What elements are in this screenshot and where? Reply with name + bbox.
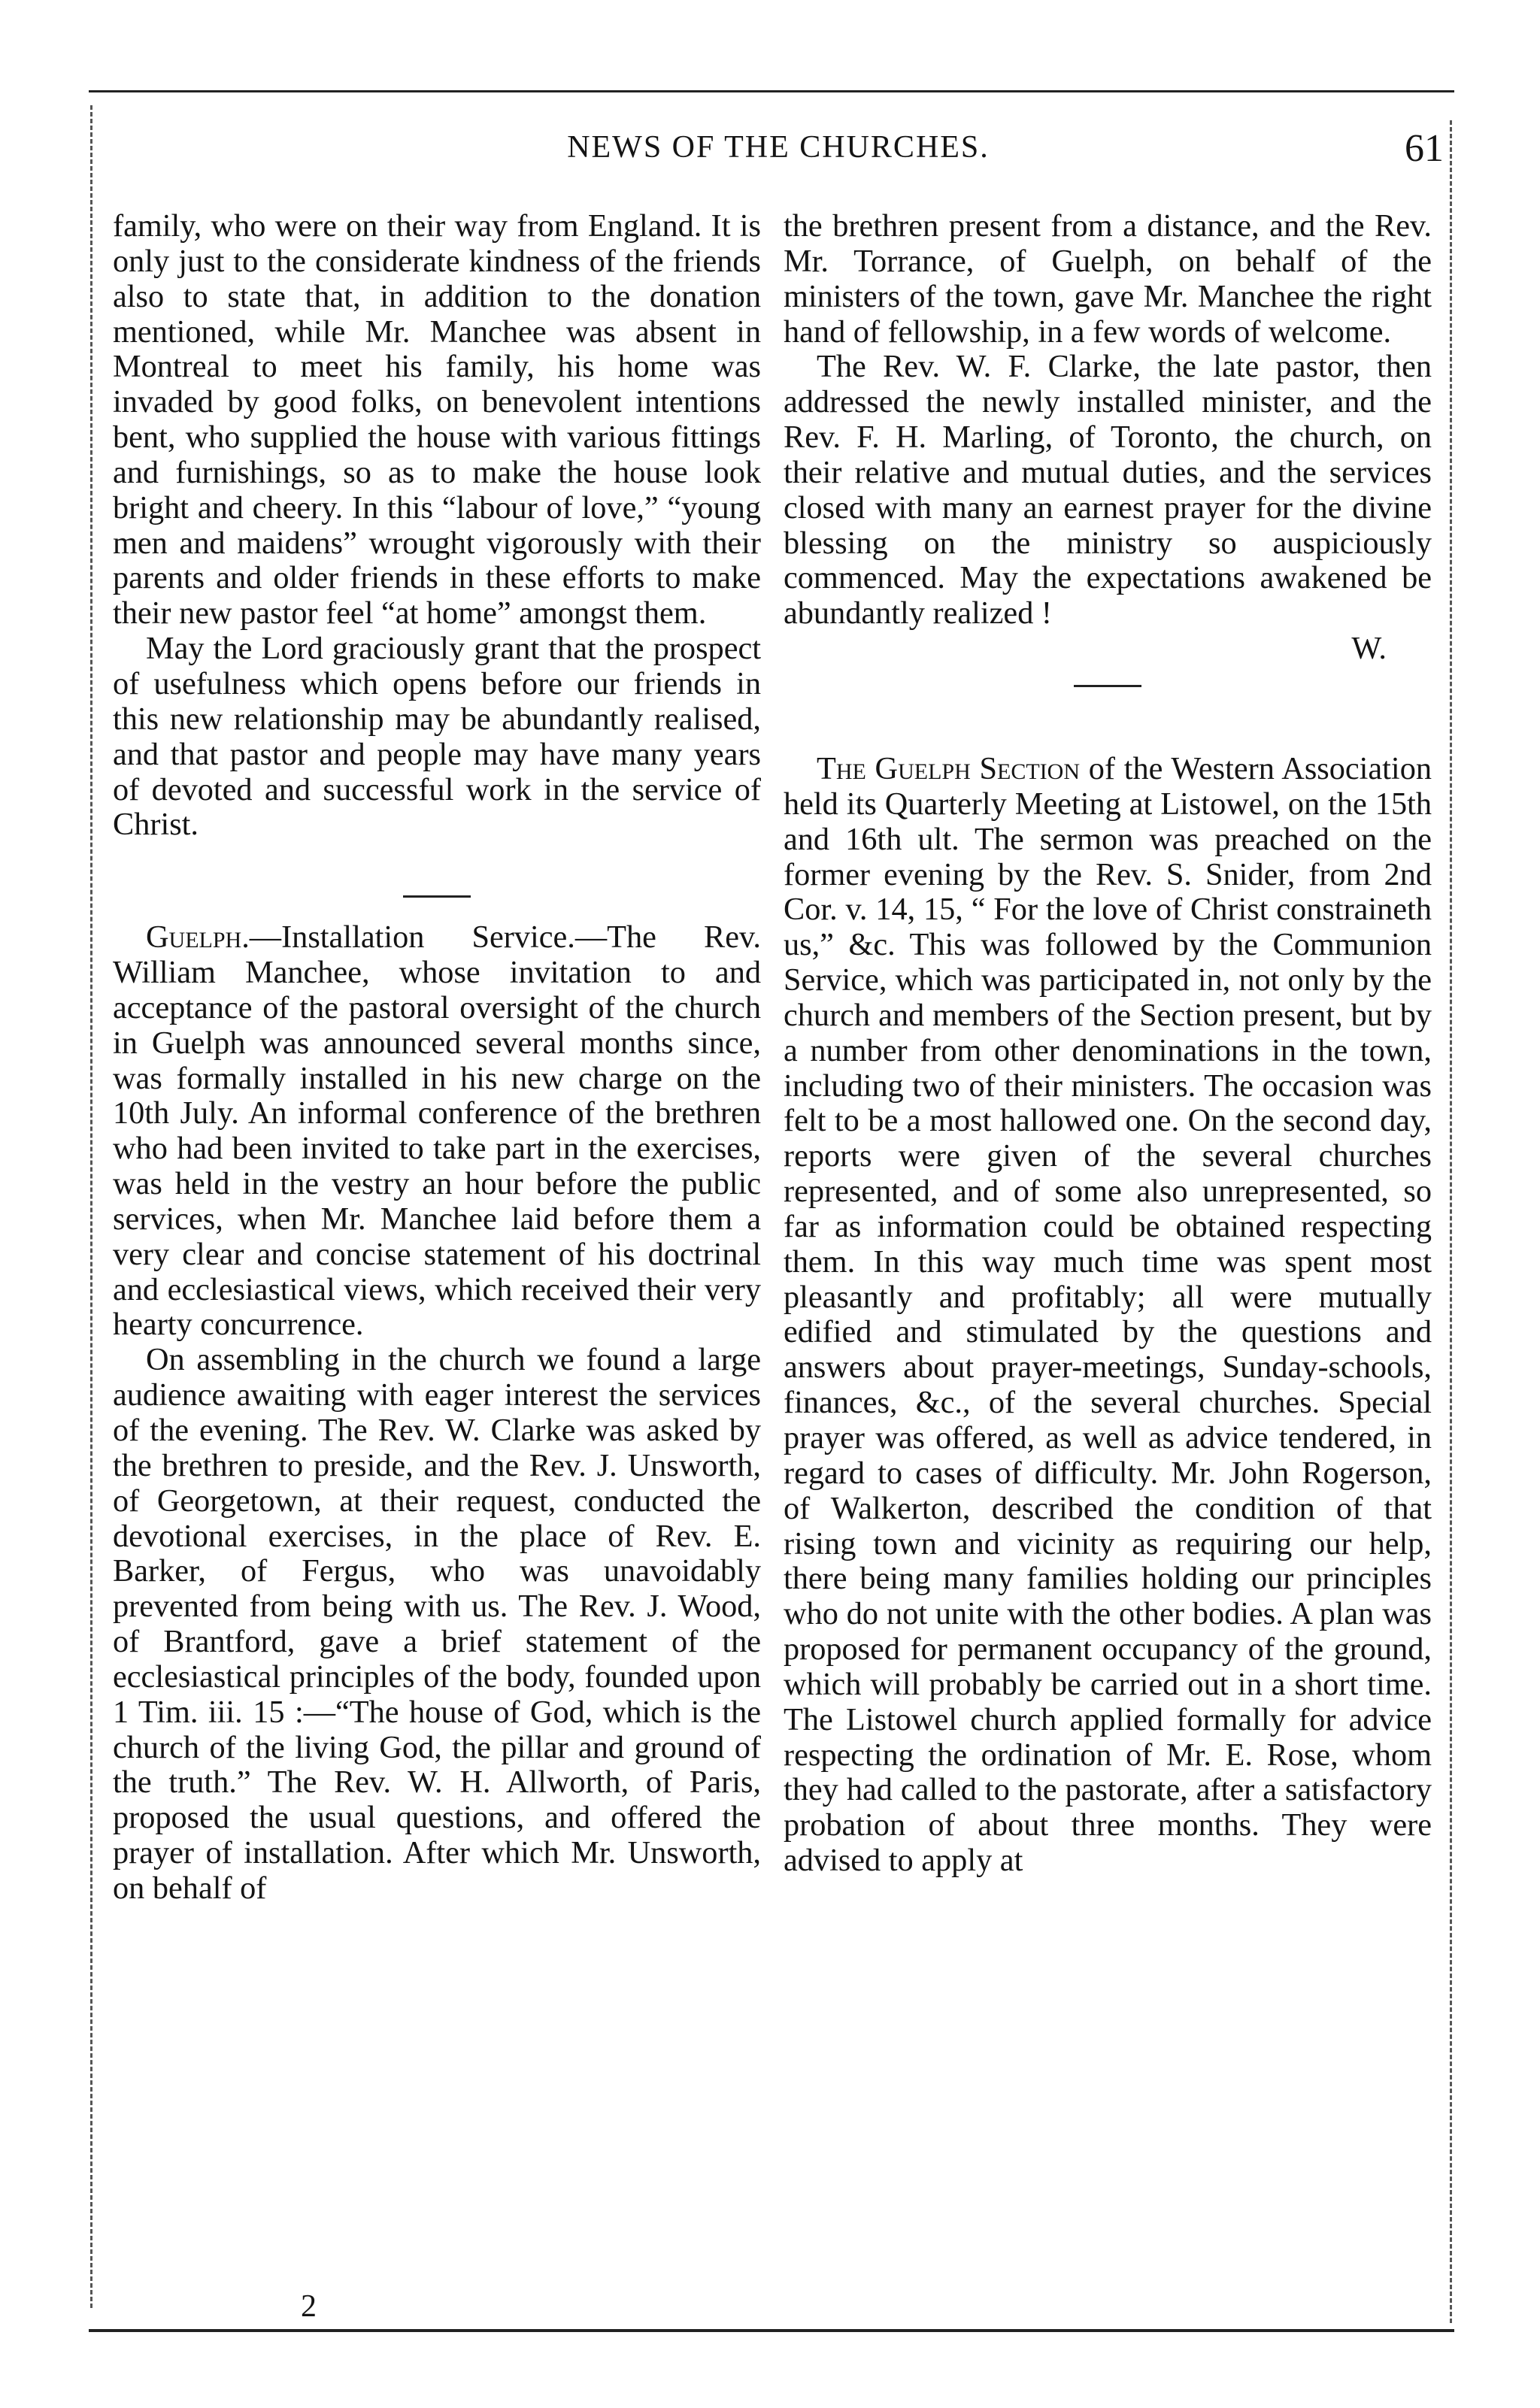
running-head: NEWS OF THE CHURCHES. xyxy=(567,130,990,165)
paragraph: On assembling in the church we found a large audience awaiting with eager interest the services of the evening. The Rev. W. Clarke was asked by the brethren to preside, and the Rev. J. Unsworth, of Georgetown, at their request, conducted the devotional exercises, in the place of Rev. E. Barker, of Fergus, who was unavoidably prevented from being with us. The Rev. J. Wood, of Brantford, gave a brief statement of the ecclesiastical principles of the body, founded upon 1 Tim. iii. 15 :—“The house of God, which is the church of the living God, the pillar and ground of the truth.” The Rev. W. H. Allworth, of Paris, proposed the usual questions, and offered the prayer of installation. After which Mr. Unsworth, on behalf of xyxy=(113,1342,761,1906)
article-paragraph xyxy=(113,920,761,1343)
right-column xyxy=(784,209,1432,1879)
bottom-rule xyxy=(89,2329,1454,2332)
signature-mark: 2 xyxy=(301,2289,317,2324)
paragraph: family, who were on their way from England. It is only just to the considerate kindness of the friends also to state that, in addition to the donation mentioned, while Mr. Manchee was absent in Montreal to meet his family, his home was invaded by good folks, on benevolent intentions bent, who supplied the house with various fittings and furnishings, so as to make the house look bright and cheery. In this “labour of love,” “young men and maidens” wrought vigorously with their parents and older friends in these efforts to make their new pastor feel “at home” amongst them. xyxy=(113,208,761,632)
article-text: —Installation Service.—The Rev. William Manchee, whose invitation to and acceptance of the pastoral oversight of the church in Guelph was announced several months since, was formally installed in his new charge on the 10th July. An informal conference of the brethren who had been invited to take part in the exercises, was held in the vestry an hour before the public services, when Mr. Manchee laid before them a very clear and concise statement of his doctrinal and ecclesiastical views, which received their very hearty concurrence. xyxy=(113,919,761,1343)
paragraph: the brethren present from a distance, and the Rev. Mr. Torrance, of Guelph, on behalf of the ministers of the town, gave Mr. Manchee the right hand of fellowship, in a few words of welcome. xyxy=(784,208,1432,350)
paragraph: The Rev. W. F. Clarke, the late pastor, then addressed the newly installed minister, and the Rev. F. H. Marling, of Toronto, the church, on their relative and mutual duties, and the services closed with many an earnest prayer for the divine blessing on the ministry so auspiciously commenced. May the expectations awakened be abundantly realized ! xyxy=(784,349,1432,632)
article-heading: The Guelph Section xyxy=(817,750,1081,786)
paragraph: May the Lord graciously grant that the prospect of usefulness which opens before our friends in this new relationship may be abundantly realised, and that pastor and people may have many years of devoted and successful work in the service of Christ. xyxy=(113,631,761,843)
page-number: 61 xyxy=(1405,127,1444,170)
top-rule xyxy=(89,90,1454,92)
article-heading: Guelph. xyxy=(146,919,250,956)
article-text: of the Western Association held its Quarterly Meeting at Listowel, on the 15th and 16th ult. The sermon was preached on the former evening by the Rev. S. Snider, from 2nd Cor. v. 14, 15, “ For the love of Christ constraineth us,” &c. This was followed by the Communion Service, which was participated in, not only by the church and members of the Section present, but by a number from other denominations in the town, including two of their ministers. The occasion was felt to be a most hallowed one. On the second day, reports were given of the several churches represented, and of some also unrepresented, so far as information could be obtained respecting them. In this way much time was spent most pleasantly and profitably; all were mutually edified and stimulated by the questions and answers about prayer-meetings, Sunday-schools, finances, &c., of the several churches. Special prayer was offered, as well as advice tendered, in regard to cases of difficulty. Mr. John Rogerson, of Walkerton, described the condition of that rising town and vicinity as requiring our help, there being many families holding our principles who do not unite with the other bodies. A plan was proposed for permanent occupancy of the ground, which will probably be carried out in a short time. The Listowel church applied formally for advice respecting the ordination of Mr. E. Rose, whom they had called to the pastorate, after a satisfactory probation of about three months. They were advised to apply at xyxy=(784,750,1432,1879)
right-margin-rule xyxy=(1450,120,1454,2323)
page-header xyxy=(113,126,1444,179)
left-margin-rule xyxy=(90,105,94,2308)
section-divider xyxy=(403,895,471,898)
left-column xyxy=(113,209,761,1907)
author-signature: W. xyxy=(1351,631,1387,667)
section-divider xyxy=(1074,685,1141,687)
article-paragraph xyxy=(784,752,1432,1879)
